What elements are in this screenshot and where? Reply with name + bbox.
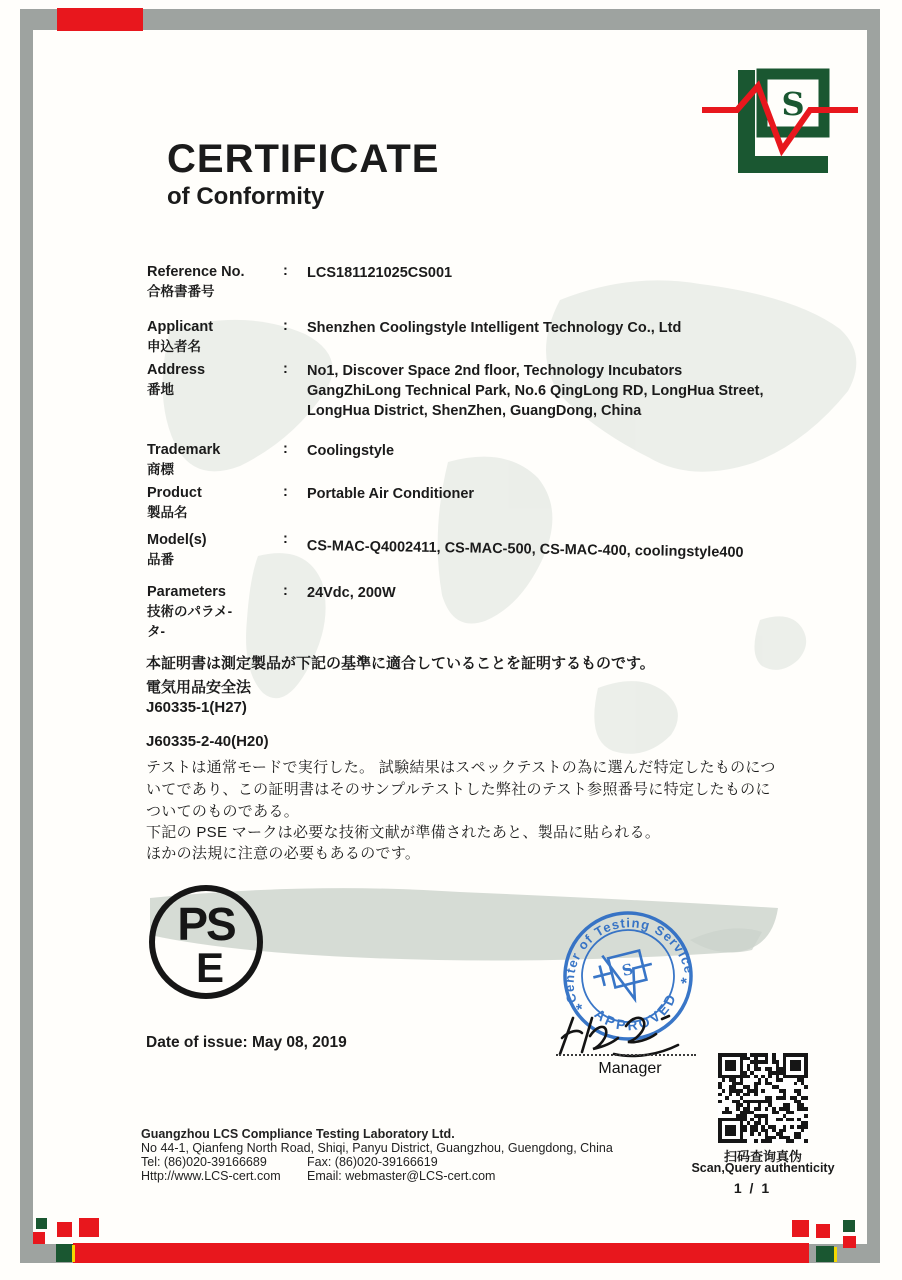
corner-square-red-r2 <box>816 1224 830 1238</box>
colon: : <box>283 263 288 279</box>
parameters-label: Parameters <box>147 584 226 600</box>
colon: : <box>283 531 288 547</box>
product-value: Portable Air Conditioner <box>307 486 475 502</box>
notes-line4: 下記の PSE マークは必要な技術文献が準備されたあと、製品に貼られる。 <box>146 824 661 841</box>
reference-label: Reference No. <box>147 264 245 280</box>
parameters-value: 24Vdc, 200W <box>307 585 396 601</box>
bottom-green-square-right <box>816 1246 834 1262</box>
qr-code <box>718 1053 808 1143</box>
notes-line5: ほかの法規に注意の必要もあるのです。 <box>146 845 421 862</box>
statement-line2: 電気用品安全法 <box>146 679 252 696</box>
lcs-logo-icon <box>700 58 860 178</box>
colon: : <box>283 318 288 334</box>
yellow-sliver-right <box>834 1247 837 1262</box>
corner-square-green-r <box>843 1220 855 1232</box>
address-value-line3: LongHua District, ShenZhen, GuangDong, China <box>307 403 642 419</box>
parameters-label-jp: 技術のパラメ- <box>147 604 233 619</box>
reference-label-jp: 合格書番号 <box>147 284 215 299</box>
manager-signature <box>552 1006 712 1058</box>
applicant-label-jp: 申込者名 <box>147 339 201 354</box>
top-red-block <box>57 8 143 31</box>
stamp-star-left: * <box>574 1001 586 1020</box>
pse-bottom-letter: E <box>195 944 225 991</box>
stamp-arc-bottom-text: APPROVED <box>591 989 680 1034</box>
footer-web: Http://www.LCS-cert.com <box>141 1169 281 1183</box>
colon: : <box>283 484 288 500</box>
reference-value: LCS181121025CS001 <box>307 265 453 281</box>
address-value-line2: GangZhiLong Technical Park, No.6 QingLong RD, LongHua Street, <box>307 383 764 399</box>
bottom-red-bar <box>73 1243 809 1263</box>
stamp-star-right: * <box>679 975 690 994</box>
statement-line1: 本証明書は測定製品が下記の基準に適合していることを証明するものです。 <box>146 655 655 672</box>
pse-top-letters: PS <box>177 898 235 950</box>
notes-line3: ついてのものである。 <box>146 803 300 820</box>
bottom-green-square-left <box>56 1244 73 1262</box>
trademark-label: Trademark <box>147 442 221 458</box>
trademark-label-jp: 商標 <box>147 462 174 477</box>
stamp-inner-letter: S <box>620 959 635 980</box>
product-label-jp: 製品名 <box>147 505 188 520</box>
trademark-value: Coolingstyle <box>307 443 395 459</box>
footer-tel: Tel: (86)020-39166689 <box>141 1155 267 1169</box>
corner-square-red-r3 <box>843 1236 856 1248</box>
corner-square-red-l3 <box>79 1218 99 1237</box>
colon: : <box>283 361 288 377</box>
models-label-jp: 品番 <box>147 552 174 567</box>
corner-square-green-l <box>36 1218 47 1229</box>
parameters-label-jp2: タ- <box>147 624 165 639</box>
yellow-sliver-left <box>72 1245 75 1262</box>
page-number: 1 / 1 <box>733 1180 772 1196</box>
stamp-arc-top-text: Center of Testing Service <box>561 915 698 1005</box>
pse-mark-icon <box>148 884 264 1000</box>
qr-caption-zh: 扫码查询真伪 <box>723 1149 802 1164</box>
notes-line2: いてであり、この証明書はそのサンプルテストした弊社のテスト参照番号に特定したものに <box>146 781 771 798</box>
corner-square-red-l1 <box>33 1232 45 1244</box>
notes-line1: テストは通常モードで実行した。 試験結果はスペックテストの為に選んだ特定したものにつ <box>146 759 776 776</box>
corner-square-red-l2 <box>57 1222 72 1237</box>
date-of-issue: Date of issue: May 08, 2019 <box>146 1034 347 1051</box>
footer-address: No 44-1, Qianfeng North Road, Shiqi, Panyu District, Guangzhou, Guengdong, China <box>141 1141 613 1155</box>
models-label: Model(s) <box>147 532 207 548</box>
address-label-jp: 番地 <box>147 382 174 397</box>
statement-standard1: J60335-1(H27) <box>146 699 247 716</box>
statement-standard2: J60335-2-40(H20) <box>146 733 269 750</box>
product-label: Product <box>147 485 202 501</box>
models-value: CS-MAC-Q4002411, CS-MAC-500, CS-MAC-400, coolingstyle400 <box>306 537 744 561</box>
qr-caption-en: Scan,Query authenticity <box>691 1161 835 1175</box>
corner-square-red-r1 <box>792 1220 809 1237</box>
certificate-title: CERTIFICATE <box>167 137 440 181</box>
address-value-line1: No1, Discover Space 2nd floor, Technology Incubators <box>307 363 683 379</box>
signature-dotted-line <box>556 1054 696 1056</box>
footer-fax: Fax: (86)020-39166619 <box>307 1155 438 1169</box>
applicant-label: Applicant <box>147 319 214 335</box>
applicant-value: Shenzhen Coolingstyle Intelligent Technology Co., Ltd <box>307 320 682 336</box>
manager-label: Manager <box>598 1060 662 1077</box>
logo-letter: S <box>781 85 805 123</box>
footer-company: Guangzhou LCS Compliance Testing Laboratory Ltd. <box>141 1127 455 1141</box>
footer-email: Email: webmaster@LCS-cert.com <box>307 1169 496 1183</box>
colon: : <box>283 583 288 599</box>
certificate-subtitle: of Conformity <box>167 183 325 210</box>
colon: : <box>283 441 288 457</box>
title-block <box>167 138 439 211</box>
address-label: Address <box>147 362 206 378</box>
